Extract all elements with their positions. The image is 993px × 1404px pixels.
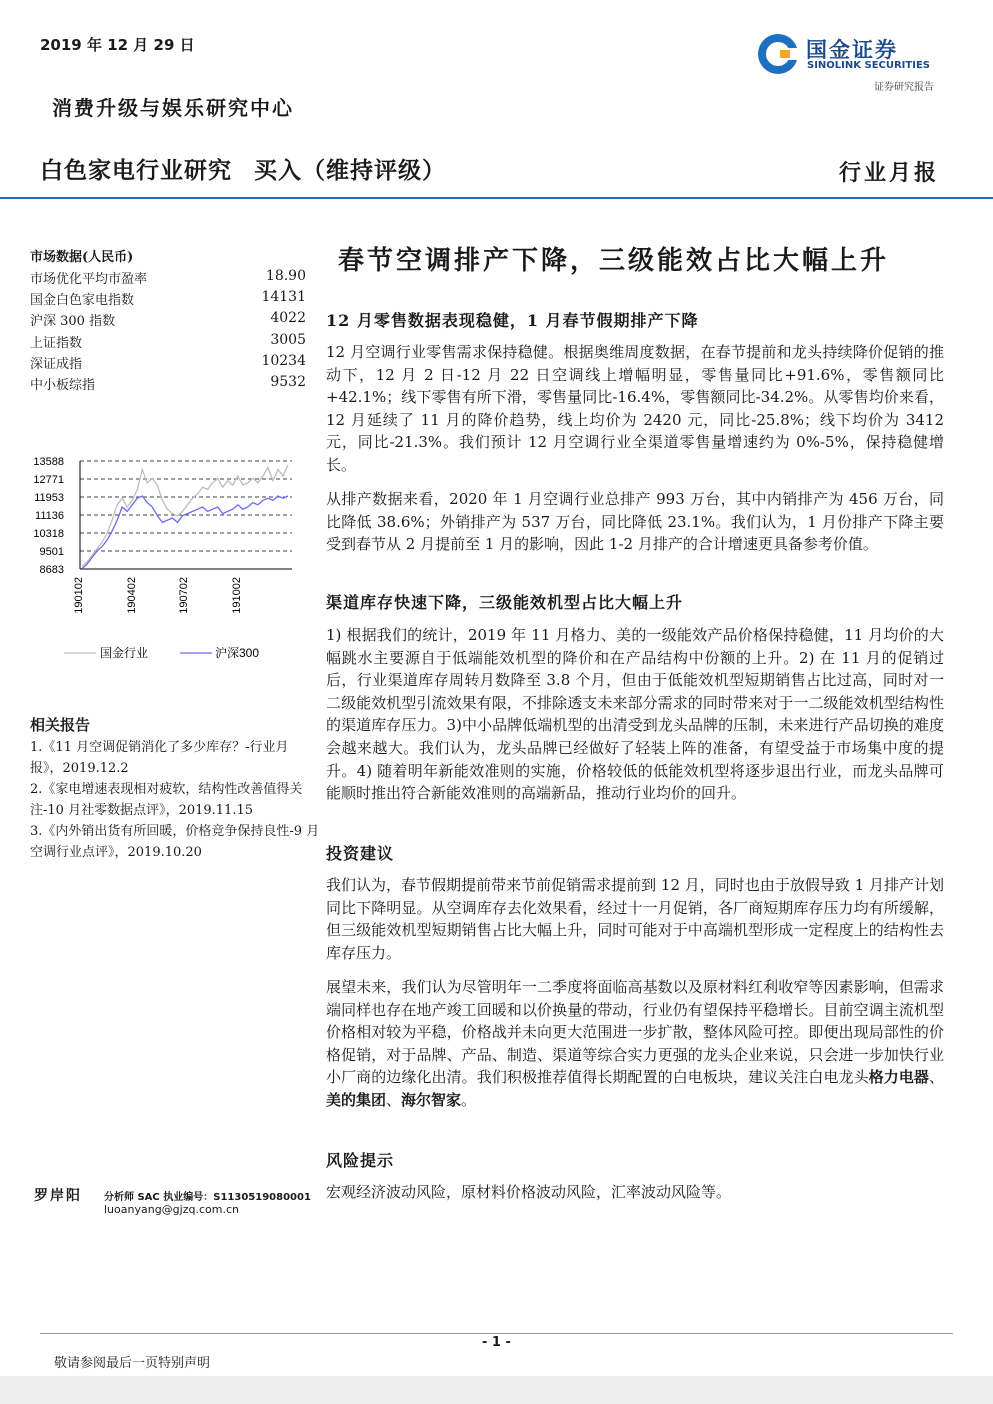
x-tick-label: 191002	[231, 577, 243, 614]
market-row-label: 深证成指	[30, 357, 83, 372]
market-row-label: 中小板综指	[30, 378, 96, 393]
paragraph	[326, 976, 944, 1112]
report-date: 2019 年 12 月 29 日	[40, 36, 195, 54]
paragraph-text: 展望未来，我们认为尽管明年一二季度将面临高基数以及原材料红利收窄等因素影响，但需求端同样也存在地产竣工回暖和以价换量的带动，行业仍有望保持平稳增长。目前空调主流机型价格相对较为平稳，价格战并未向更大范围进一步扩散，整体风险可控。即便出现局部性的价格促销，对于品牌、产品、制造、渠道等综合实力更强的龙头企业来说，只会进一步加快行业小厂商的边缘化出清。我们积极推荐值得长期配置的白电板块，建议关注白电龙头	[326, 978, 944, 1087]
logo-name-en: SINOLINK SECURITIES	[807, 60, 930, 71]
related-report-item[interactable]: 1.《11 月空调促销消化了多少库存？-行业月报》，2019.12.2	[30, 740, 289, 776]
y-tick-label: 8683	[39, 564, 64, 576]
market-row-value: 10234	[261, 353, 306, 369]
market-row-label: 上证指数	[30, 336, 83, 351]
paragraph: 1) 根据我们的统计，2019 年 11 月格力、美的一级能效产品价格保持稳健，11 月均价的大幅跳水主要源自于低端能效机型的降价和在产品结构中份额的上升。2) 在 11 月的促销过后，行业渠道库存周转月数降至 3.8 个月，但由于低能效机型短期销售占比过高，同时对一二级能效机型引流效果有限，不排除透支未来部分需求的同时带来对于一二级能效机型结构性的渠道库存压力。3)中小品牌低端机型的出清受到龙头品牌的压制，未来进行产品切换的难度会越来越大。我们认为，龙头品牌已经做好了轻装上阵的准备，有望受益于市场集中度的提升。4) 随着明年新能效准则的实施，价格较低的低能效机型将逐步退出行业，而龙头品牌可能顺时推出符合新能效准则的高端新品，推动行业均价的回升。	[326, 626, 944, 803]
rating-label: 买入（维持评级）	[254, 158, 446, 184]
section-heading: 12 月零售数据表现稳健，1 月春节假期排产下降	[326, 311, 699, 330]
y-tick-label: 13588	[33, 456, 64, 468]
page-number: - 1 -	[482, 1335, 511, 1350]
section-heading: 风险提示	[326, 1151, 395, 1170]
market-row	[30, 310, 306, 329]
analyst-name: 罗岸阳	[34, 1188, 82, 1204]
company-highlight: 美的集团	[326, 1090, 387, 1109]
logo-subtitle: 证券研究报告	[874, 82, 934, 93]
paragraph: 宏观经济波动风险，原材料价格波动风险，汇率波动风险等。	[326, 1183, 732, 1201]
disclaimer: 敬请参阅最后一页特别声明	[54, 1356, 211, 1371]
series-line	[82, 496, 288, 569]
market-row-value: 4022	[270, 310, 306, 326]
legend-label: 沪深300	[215, 646, 260, 660]
research-department: 消费升级与娱乐研究中心	[52, 96, 294, 120]
market-row-value: 14131	[261, 289, 306, 305]
company-logo	[756, 30, 946, 92]
y-tick-label: 9501	[39, 546, 64, 558]
market-row	[30, 332, 306, 351]
y-tick-label: 12771	[33, 474, 64, 486]
section-heading: 投资建议	[326, 844, 395, 863]
company-highlight: 格力电器	[868, 1068, 929, 1087]
market-row-value: 18.90	[265, 268, 306, 284]
logo-name-cn: 国金证券	[806, 38, 898, 62]
bottom-band	[0, 1376, 993, 1404]
sinolink-logo-icon	[756, 32, 800, 76]
market-row-label: 沪深 300 指数	[30, 314, 116, 329]
market-row-label: 国金白色家电指数	[30, 293, 135, 308]
separator: 、	[386, 1090, 402, 1109]
y-tick-label: 10318	[33, 528, 64, 540]
paragraph: 从排产数据来看，2020 年 1 月空调行业总排产 993 万台，其中内销排产为 456 万台，同比降低 38.6%；外销排产为 537 万台，同比降低 23.1%。我们认为，1 月份排产下降主要受到春节从 2 月提前至 1 月的影响，因此 1-2 月排产的合计增速更具备参考价值。	[326, 490, 944, 554]
market-row	[30, 374, 306, 393]
paragraph-end: 。	[461, 1090, 477, 1109]
market-data-heading: 市场数据(人民币)	[30, 250, 134, 265]
related-report-item[interactable]: 3.《内外销出货有所回暖，价格竞争保持良性-9 月空调行业点评》，2019.10.20	[30, 824, 320, 860]
industry-label: 白色家电行业研究	[40, 158, 232, 184]
market-row-value: 3005	[270, 332, 306, 348]
market-row-label: 市场优化平均市盈率	[30, 272, 148, 287]
paragraph: 12 月空调行业零售需求保持稳健。根据奥维周度数据，在春节提前和龙头持续降价促销的推动下，12 月 2 日-12 月 22 日空调线上增幅明显，零售量同比+91.6%，零售额同比+42.1%；线下零售有所下滑，零售量同比-16.4%，零售额同比-34.2%。从零售均价来看，12 月延续了 11 月的降价趋势，线上均价为 2420 元，同比-25.8%；线下均价为 3412 元，同比-21.3%。我们预计 12 月空调行业全渠道零售量增速约为 0%-5%，保持稳健增长。	[326, 343, 944, 474]
x-tick-label: 190402	[126, 577, 138, 614]
header-divider	[0, 197, 993, 199]
analyst-certificate: 分析师 SAC 执业编号：S1130519080001	[104, 1192, 311, 1203]
y-tick-label: 11953	[34, 492, 64, 504]
company-highlight: 海尔智家	[401, 1090, 462, 1109]
section-heading: 渠道库存快速下降，三级能效机型占比大幅上升	[326, 593, 684, 612]
index-line-chart	[28, 448, 298, 678]
industry-rating-line	[40, 152, 468, 185]
x-tick-label: 190102	[73, 577, 85, 614]
y-tick-label: 11136	[35, 510, 64, 522]
analyst-email[interactable]: luoanyang@gjzq.com.cn	[104, 1203, 239, 1216]
report-type: 行业月报	[838, 160, 939, 186]
paragraph: 我们认为，春节假期提前带来节前促销需求提前到 12 月，同时也由于放假导致 1 月排产计划同比下降明显。从空调库存去化效果看，经过十一月促销，各厂商短期库存压力均有所缓解，但三级能效机型短期销售占比大幅上升，同时可能对于中高端机型形成一定程度上的结构性去库存压力。	[326, 876, 944, 962]
legend-label: 国金行业	[100, 646, 149, 660]
article-title: 春节空调排产下降，三级能效占比大幅上升	[338, 246, 890, 276]
market-row	[30, 353, 306, 372]
related-reports-heading: 相关报告	[30, 716, 91, 734]
related-report-item[interactable]: 2.《家电增速表现相对疲软，结构性改善值得关注-10 月社零数据点评》，2019.11.15	[30, 782, 303, 818]
x-tick-label: 190702	[178, 577, 190, 614]
footer-divider	[40, 1333, 953, 1334]
market-row-value: 9532	[270, 374, 306, 390]
market-row	[30, 289, 306, 308]
separator: 、	[928, 1068, 944, 1087]
market-row	[30, 268, 306, 287]
